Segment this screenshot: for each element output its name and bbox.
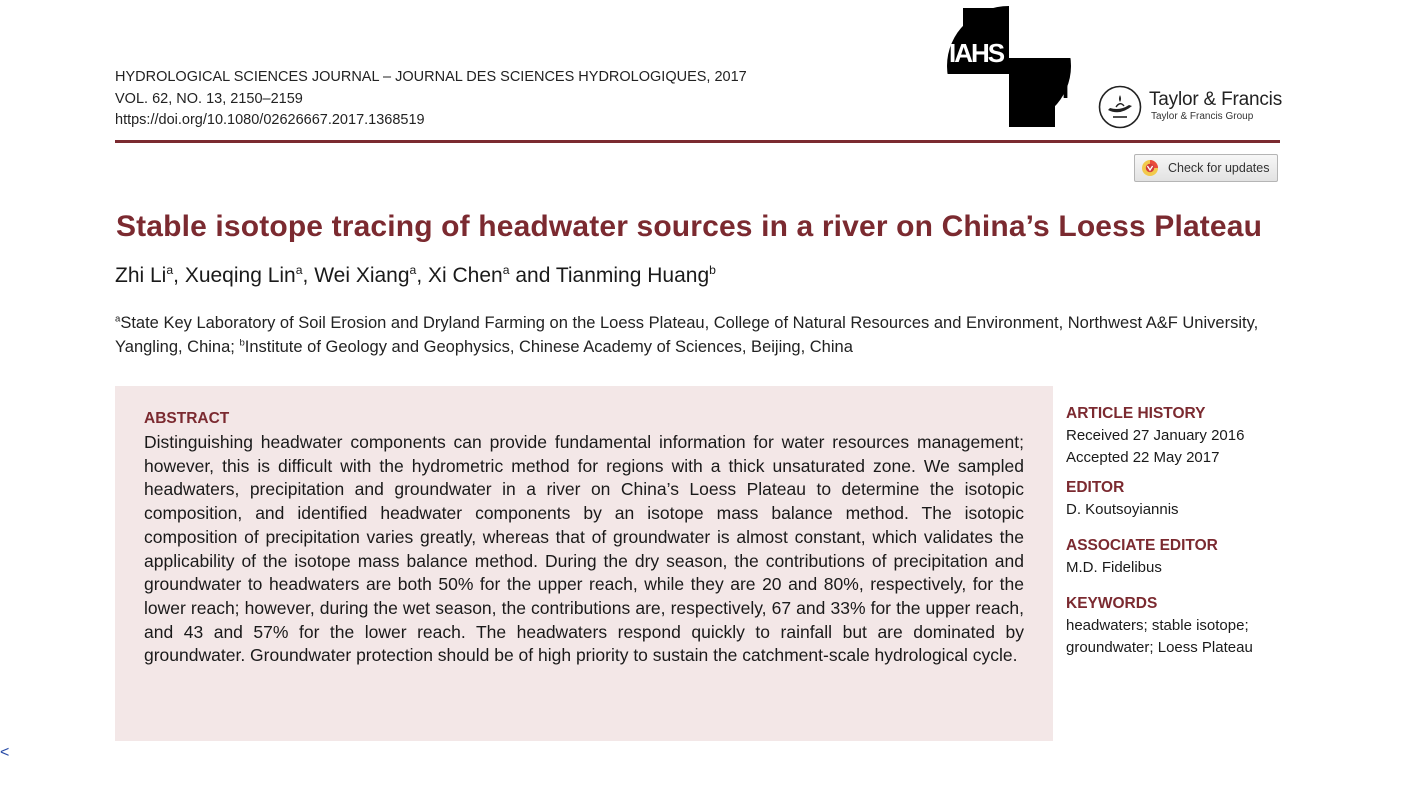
keywords: groundwater; Loess Plateau (1066, 639, 1253, 656)
author[interactable]: Tianming Huang (555, 264, 710, 287)
accepted-date: Accepted 22 May 2017 (1066, 449, 1220, 466)
journal-info (115, 67, 747, 132)
taylor-francis-logo (1098, 84, 1283, 130)
author-affil-mark: a (502, 263, 510, 277)
author-affil-mark: a (166, 263, 174, 277)
affiliation: State Key Laboratory of Soil Erosion and Dryland Farming on the Loess Plateau, College of Natural Resources and Environment, Northwest A&F University, Yangling, China; (115, 314, 1259, 356)
article-history (1066, 403, 1286, 469)
author-separator: , (173, 264, 185, 287)
header-divider (115, 140, 1280, 143)
article-title: Stable isotope tracing of headwater sources in a river on China’s Loess Plateau (116, 210, 1263, 243)
abstract-text: Distinguishing headwater components can provide fundamental information for water resources management; however, this is difficult with the hydrometric method for regions with a thick unsaturated zone. We sampled headwaters, precipitation and groundwater in a river on China’s Loess Plateau to determine the isotopic composition, and identified headwater components by an isotope mass balance method. The isotopic composition of precipitation varies greatly, whereas that of groundwater is almost constant, which validates the applicability of the isotope mass balance method. During the dry season, the contributions of precipitation and groundwater to headwaters are both 50% for the upper reach, while they are 20 and 80%, respectively, for the lower reach; however, during the wet season, the contributions are, respectively, 67 and 33% for the upper reach, and 43 and 57% for the lower reach. The headwaters respond quickly to rainfall but are dominated by groundwater. Groundwater protection should be of high priority to sustain the catchment-scale hydrological cycle. (144, 432, 1024, 666)
author[interactable]: Xueqing Lin (184, 264, 296, 287)
check-for-updates-button[interactable] (1134, 154, 1278, 182)
lamp-icon (1098, 85, 1142, 129)
aish-text: AISH (1013, 74, 1068, 104)
iahs-logo (947, 6, 1071, 127)
journal-name: HYDROLOGICAL SCIENCES JOURNAL – JOURNAL DES SCIENCES HYDROLOGIQUES, 2017 (115, 69, 747, 85)
keywords-section (1066, 593, 1286, 659)
editor-section (1066, 477, 1286, 521)
author[interactable]: Zhi Li (115, 264, 167, 287)
author-separator: , (302, 264, 315, 287)
edge-chevron-icon[interactable]: < (0, 744, 10, 761)
keywords-heading: KEYWORDS (1066, 595, 1158, 612)
affil-mark: a (115, 313, 121, 325)
author-affil-mark: a (295, 263, 303, 277)
author-list (115, 264, 716, 288)
associate-editor-heading: ASSOCIATE EDITOR (1066, 537, 1218, 554)
affiliation: Institute of Geology and Geophysics, Chinese Academy of Sciences, Beijing, China (244, 338, 853, 356)
history-heading: ARTICLE HISTORY (1066, 405, 1206, 422)
publisher-name: Taylor & Francis (1149, 89, 1283, 110)
affiliations (115, 311, 1281, 359)
author-separator: and (509, 264, 556, 287)
doi-link[interactable]: https://doi.org/10.1080/02626667.2017.1368519 (115, 112, 425, 128)
check-updates-label: Check for updates (1168, 161, 1270, 175)
received-date: Received 27 January 2016 (1066, 427, 1245, 444)
abstract-heading: ABSTRACT (144, 410, 230, 427)
editor-heading: EDITOR (1066, 479, 1125, 496)
author[interactable]: Wei Xiang (314, 264, 410, 287)
author-affil-mark: b (709, 263, 716, 277)
keywords: headwaters; stable isotope; (1066, 617, 1249, 634)
associate-editor-section (1066, 535, 1286, 579)
author-separator: , (416, 264, 428, 287)
publisher-group: Taylor & Francis Group (1151, 111, 1254, 122)
affil-mark: b (239, 337, 245, 349)
abstract-box (115, 386, 1053, 741)
author[interactable]: Xi Chen (428, 264, 503, 287)
volume-info: VOL. 62, NO. 13, 2150–2159 (115, 90, 303, 107)
iahs-text: IAHS (949, 38, 1004, 68)
editor-name: D. Koutsoyiannis (1066, 501, 1179, 518)
associate-editor-name: M.D. Fidelibus (1066, 559, 1162, 576)
article-sidebar (1066, 403, 1286, 667)
author-affil-mark: a (409, 263, 417, 277)
check-updates-icon (1141, 159, 1159, 177)
